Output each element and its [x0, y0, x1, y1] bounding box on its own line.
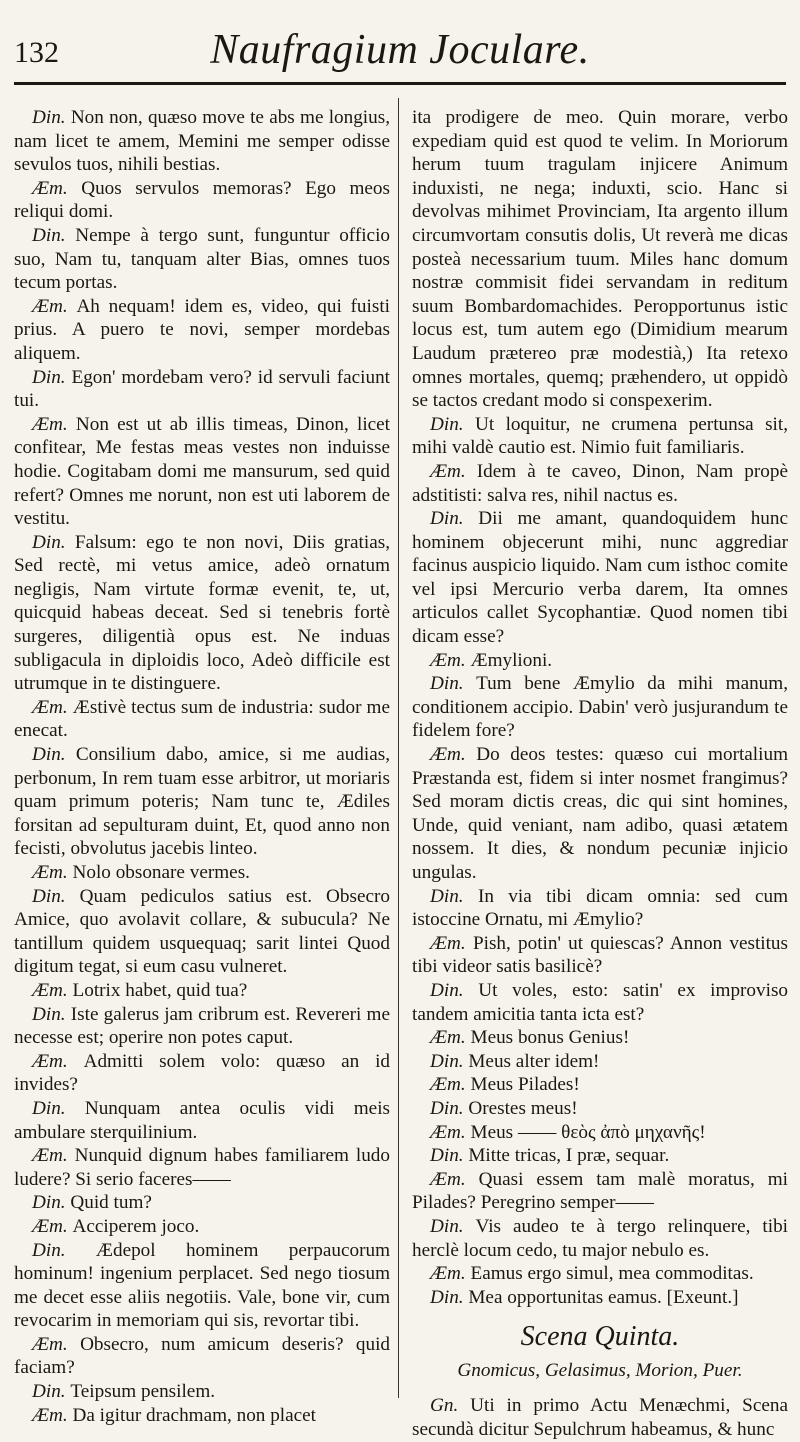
speaker-name: Din.	[32, 1192, 71, 1214]
speaker-name: Din.	[430, 673, 477, 695]
dialogue-paragraph	[412, 507, 788, 649]
speaker-name: Æm.	[32, 1145, 75, 1167]
speaker-name: Æm.	[430, 932, 473, 954]
speaker-name: Æm.	[430, 1027, 471, 1049]
speaker-name: Æm.	[430, 1121, 471, 1143]
dialogue-paragraph	[14, 177, 390, 224]
speech-text: Non non, quæso move te abs me longius, nam licet te amem, Memini me semper odisse sevulos tuos, nihili bestias.	[14, 107, 390, 176]
dialogue-paragraph	[14, 224, 390, 295]
speaker-name: Æm.	[430, 649, 471, 671]
speaker-name: Gn.	[430, 1395, 471, 1417]
speech-text: Quos servulos memoras? Ego meos reliqui domi.	[14, 177, 390, 223]
speech-text: Acciperem joco.	[72, 1215, 200, 1237]
right-column	[412, 106, 788, 1442]
speech-text: Nempe à tergo sunt, funguntur officio suo, Nam tu, tanquam alter Bias, omnes tuos tecum portas.	[14, 224, 390, 294]
dialogue-paragraph	[14, 1239, 390, 1333]
dialogue-paragraph	[412, 932, 788, 979]
dialogue-paragraph	[412, 1144, 788, 1168]
speech-text: Nolo obsonare vermes.	[72, 862, 250, 883]
speaker-name: Din.	[430, 885, 478, 907]
speech-text: In via tibi dicam omnia: sed cum istoccine Ornatu, mi Æmylio?	[412, 885, 788, 931]
speech-text: Quam pediculos satius est. Obsecro Amice, quo avolavit collare, & subucula? Ne tantillum quidem usquequaq; sarit lintei Quod digitum tegat, si eum casu vulneret.	[14, 885, 390, 978]
dialogue-paragraph	[14, 1050, 390, 1097]
speech-text: Mea opportunitas eamus. [Exeunt.]	[468, 1286, 739, 1308]
dialogue-paragraph	[412, 1121, 788, 1145]
speech-text: Obsecro, num amicum deseris? quid faciam?	[14, 1333, 390, 1379]
scene-heading: Scena Quinta.	[520, 1321, 680, 1353]
speaker-name: Æm.	[32, 1333, 81, 1355]
dialogue-paragraph	[412, 1097, 788, 1121]
speech-text: Meus —— θεὸς ἀπὸ μηχανῆς!	[470, 1121, 706, 1143]
speaker-name: Æm.	[32, 295, 77, 317]
speaker-name: Din.	[430, 1286, 469, 1308]
speech-text: Ah nequam! idem es, video, qui fuisti prius. A puero te novi, semper mordebas aliquem.	[14, 295, 390, 364]
speech-text: Idem à te caveo, Dinon, Nam propè adstitisti: salva res, nihil nactus es.	[412, 460, 788, 506]
speech-text: Egon' mordebam vero? id servuli faciunt tui.	[14, 366, 391, 412]
speech-text: Æstivè tectus sum de industria: sudor me enecat.	[14, 696, 390, 742]
speech-text: Teipsum pensilem.	[70, 1381, 216, 1403]
speaker-name: Din.	[32, 1097, 85, 1119]
speaker-name: Din.	[430, 1215, 476, 1237]
dialogue-paragraph	[412, 979, 788, 1026]
dialogue-paragraph	[14, 366, 390, 413]
dialogue-paragraph	[412, 413, 788, 460]
dialogue-paragraph	[14, 1215, 390, 1239]
speaker-name: Din.	[430, 979, 479, 1001]
dialogue-paragraph	[14, 743, 390, 861]
speaker-name: Æm.	[32, 1050, 84, 1072]
speech-text: Nunquid dignum habes familiarem ludo ludere? Si serio faceres——	[14, 1145, 390, 1190]
right-column-dialogue	[412, 106, 788, 1309]
dialogue-paragraph	[14, 106, 390, 177]
dialogue-paragraph	[412, 1394, 788, 1441]
speaker-name: Æm.	[430, 744, 477, 766]
dialogue-paragraph	[14, 696, 390, 743]
scene-cast: Gnomicus, Gelasimus, Morion, Puer.	[457, 1359, 743, 1381]
speaker-name: Æm.	[430, 1168, 479, 1190]
speaker-name: Din.	[32, 107, 71, 128]
speaker-name: Din.	[32, 366, 72, 388]
speech-text: Non est ut ab illis timeas, Dinon, licet confitear, Me festas meas vestes non induisse hodie. Cogitabam domi me mansurum, sed quid refert? Omnes me norunt, non est uti laborem de vestitu.	[14, 413, 391, 530]
dialogue-paragraph	[14, 531, 390, 696]
speech-text: Admitti solem volo: quæso an id invides?	[14, 1050, 390, 1096]
dialogue-paragraph	[14, 885, 390, 979]
speech-text: Orestes meus!	[468, 1097, 578, 1119]
speech-text: Ut voles, esto: satin' ex improviso tandem amicitia tanta icta est?	[412, 979, 789, 1025]
running-title: Naufragium Joculare.	[210, 27, 590, 73]
speech-text: Quasi essem tam malè moratus, mi Pilades? Peregrino semper——	[412, 1168, 788, 1214]
speech-text: ita prodigere de meo. Quin morare, verbo expediam quid est quod te velim. In Moriorum herum tuum tragulam injicere Animum induxisti, ne nega; induxti, scio. Hanc si devolvas mihimet Provinciam, Ita argento illum circumvortam consutis dolis, Ut reverà me dicas posteà necessarium tuum. Miles hanc domum nostræ commisit fidei servandam in reditum suum Bombardomachides. Peropportunus istic locus est, tum autem ego (Dimidium mearum Laudum prætereo præ modestià,) Ita retexo omnes mortales, quemq; præhendero, ut oppidò se tactos credant modo si conspexerim.	[412, 107, 788, 412]
dialogue-paragraph	[412, 1215, 788, 1262]
dialogue-paragraph	[14, 1144, 390, 1191]
dialogue-paragraph	[412, 1262, 788, 1286]
dialogue-paragraph	[14, 1333, 390, 1380]
dialogue-paragraph	[412, 885, 788, 932]
speech-text: Mitte tricas, I præ, sequar.	[468, 1145, 670, 1167]
speech-text: Meus alter idem!	[468, 1050, 600, 1072]
dialogue-paragraph	[412, 1050, 788, 1074]
speaker-name: Din.	[32, 224, 76, 246]
speaker-name: Din.	[32, 1003, 71, 1025]
speaker-name: Æm.	[32, 413, 76, 435]
dialogue-paragraph	[412, 106, 788, 413]
speech-text: Da igitur drachmam, non placet	[72, 1404, 317, 1426]
speaker-name: Din.	[430, 1097, 469, 1119]
left-column	[14, 106, 390, 1427]
dialogue-paragraph	[14, 295, 390, 366]
speech-text: Dii me amant, quandoquidem hunc hominem objecerunt mihi, nunc aggrediar facinus auspicio liquido. Nam cum isthoc comite vel ipsi Mercurio verba darem, Ita omnes articulos callet Sycophantiæ. Quod nomen tibi dicam esse?	[412, 508, 788, 648]
dialogue-paragraph	[412, 1026, 788, 1050]
dialogue-paragraph	[14, 1404, 390, 1428]
speech-text: Nunquam antea oculis vidi meis ambulare sterquilinium.	[14, 1097, 391, 1143]
speech-text: Meus Pilades!	[470, 1074, 580, 1096]
speaker-name: Æm.	[32, 979, 73, 1001]
speech-text: Æmylioni.	[470, 649, 553, 671]
speech-text: Do deos testes: quæso cui mortalium Præstanda est, fidem si inter nosmet frangimus? Sed moram dictis creas, dic qui sint homines, Unde, quid veniant, nam adibo, quasi ætatem nossem. It dies, & nondum pecuniæ injicio ungulas.	[412, 744, 788, 883]
dialogue-paragraph	[412, 743, 788, 885]
speech-text: Eamus ergo simul, mea commoditas.	[470, 1263, 754, 1285]
speaker-name: Din.	[32, 1239, 96, 1261]
speaker-name: Æm.	[32, 696, 73, 718]
speech-text: Quid tum?	[70, 1192, 152, 1214]
speaker-name: Din.	[430, 1050, 469, 1072]
speaker-name: Æm.	[32, 1404, 73, 1426]
dialogue-paragraph	[14, 1097, 390, 1144]
speech-text: Iste galerus jam cribrum est. Revereri me necesse est; operire non potes caput.	[14, 1003, 390, 1049]
speech-text: Pish, potin' ut quiescas? Annon vestitus tibi videor satis basilicè?	[412, 932, 788, 978]
speech-text: Meus bonus Genius!	[470, 1027, 630, 1049]
dialogue-paragraph	[412, 1073, 788, 1097]
page-number: 132	[14, 36, 59, 69]
speech-text: Falsum: ego te non novi, Diis gratias, Sed rectè, mi vetus amice, adeò ornatum negligis, Nam virtute formæ evenit, te, ut, quicquid habeas deceat. Sed si tenebris fortè surgeres, diligentià opus est. Ne induas subligacula in diploidis loco, Adeò difficile est utrumque in te distinguere.	[14, 531, 390, 695]
speaker-name: Æm.	[32, 177, 82, 199]
speech-text: Vis audeo te à tergo relinquere, tibi herclè locum cedo, tu major nebulo es.	[412, 1215, 788, 1261]
speech-text: Ut loquitur, ne crumena pertunsa sit, mihi valdè cautio est. Nimio fuit familiaris.	[412, 413, 789, 459]
speaker-name: Din.	[32, 885, 80, 907]
speech-text: Lotrix habet, quid tua?	[72, 979, 248, 1001]
speaker-name: Æm.	[32, 862, 73, 883]
speech-text: Ædepol hominem perpaucorum hominum! ingenium perplacet. Sed nego tiosum me decet esse aliis negotiis. Vale, bone vir, cum revocarim in memoriam qui sis, revortar tibi.	[14, 1239, 390, 1332]
dialogue-paragraph	[412, 672, 788, 743]
speaker-name: Din.	[32, 744, 76, 766]
speaker-name: Æm.	[430, 1263, 471, 1285]
speaker-name: Æm.	[430, 460, 477, 482]
speaker-name: Din.	[430, 508, 479, 530]
dialogue-paragraph	[412, 1168, 788, 1215]
speech-text: Uti in primo Actu Menæchmi, Scena secundà dicitur Sepulchrum habeamus, & hunc	[412, 1395, 789, 1441]
dialogue-paragraph	[14, 1191, 390, 1215]
dialogue-paragraph	[14, 1003, 390, 1050]
speaker-name: Din.	[430, 1145, 469, 1167]
speaker-name: Din.	[430, 413, 475, 435]
dialogue-paragraph	[14, 861, 390, 885]
dialogue-paragraph	[412, 649, 788, 673]
speaker-name: Din.	[32, 531, 75, 553]
speaker-name: Æm.	[32, 1215, 73, 1237]
dialogue-paragraph	[14, 979, 390, 1003]
speaker-name: Din.	[32, 1381, 71, 1403]
column-divider	[398, 98, 399, 1398]
speaker-name: Æm.	[430, 1074, 471, 1096]
dialogue-paragraph	[14, 1380, 390, 1404]
dialogue-paragraph	[412, 1286, 788, 1310]
page-header	[14, 22, 786, 85]
speech-text: Tum bene Æmylio da mihi manum, conditionem accipio. Dabin' verò jusjurandum te fidelem fore?	[412, 673, 788, 742]
dialogue-paragraph	[412, 460, 788, 507]
dialogue-paragraph	[14, 413, 390, 531]
scene-opening	[412, 1394, 788, 1441]
speech-text: Consilium dabo, amice, si me audias, perbonum, In rem tuam esse arbitror, ut moriaris quam primum poteris; Nam tunc te, Ædiles forsitan ad sepulturam duint, Et, quod anno non fecisti, obvolutus jacebis linteo.	[14, 744, 391, 860]
